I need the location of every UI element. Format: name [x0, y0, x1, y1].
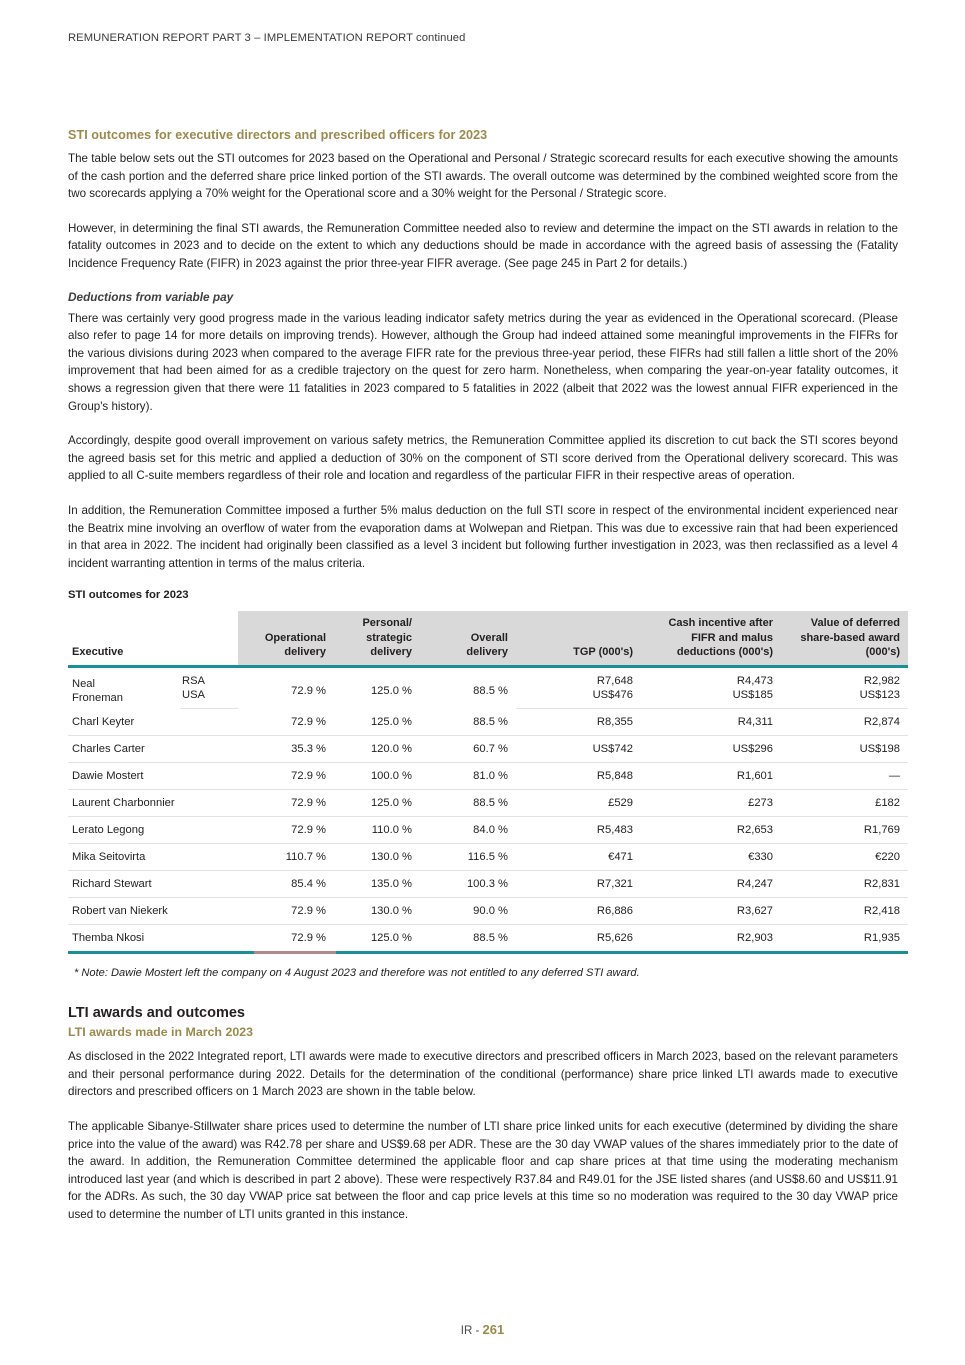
sti-outcomes-table: [68, 611, 908, 951]
cell-tgp: R5,483: [516, 816, 641, 843]
table-body: [68, 666, 908, 951]
cell-personal-delivery: 120.0 %: [334, 735, 420, 762]
col-header-cash-line1: Cash incentive after: [668, 617, 773, 630]
cell-operational-delivery: 72.9 %: [291, 931, 326, 944]
cell-region-rsa: RSA: [182, 674, 206, 687]
cell-executive-name: Robert van Niekerk: [68, 897, 238, 924]
cell-tgp: R5,848: [516, 762, 641, 789]
cell-executive-name: Lerato Legong: [68, 816, 238, 843]
table-bottom-rule-accent: [254, 951, 336, 955]
col-header-operational-line1: Operational: [264, 631, 326, 644]
cell-personal-delivery: 130.0 %: [334, 897, 420, 924]
cell-deferred-award: R1,935: [863, 931, 900, 944]
cell-deferred-award: R2,874: [781, 708, 908, 735]
cell-personal-delivery: 135.0 %: [334, 870, 420, 897]
table-caption: STI outcomes for 2023: [68, 589, 189, 602]
cell-cash-incentive: R4,311: [641, 708, 781, 735]
cell-deferred-award: €220: [781, 843, 908, 870]
cell-executive-name: Charles Carter: [68, 735, 238, 762]
cell-cash-incentive: £273: [641, 789, 781, 816]
col-header-personal-line1: Personal/: [362, 617, 412, 630]
col-header-operational-line2: delivery: [284, 646, 326, 659]
cell-personal-delivery: 110.0 %: [334, 816, 420, 843]
cell-deferred-award: —: [781, 762, 908, 789]
cell-cash-incentive: R4,247: [641, 870, 781, 897]
col-header-deferred-award: [781, 611, 908, 666]
col-header-overall-line2: delivery: [466, 646, 508, 659]
cell-overall-delivery: 100.3 %: [420, 870, 516, 897]
cell-personal-delivery: 100.0 %: [334, 762, 420, 789]
cell-overall-delivery: 81.0 %: [420, 762, 516, 789]
cell-personal-delivery: 125.0 %: [334, 708, 420, 735]
col-header-overall-delivery: [420, 611, 516, 666]
cell-deferred-award: £182: [781, 789, 908, 816]
paragraph-discretion-cutback: Accordingly, despite good overall improvement on various safety metrics, the Remuneration Committee applied its discretion to cut back the STI scores beyond the agreed basis set for this metric and applied a deduction of 30% on the component of STI score derived from the Operational delivery scorecard. This was applied to all C-suite members regardless of their role and location and regardless of the particular FIFR in their respective areas of operation.: [68, 434, 898, 483]
table-row: [68, 870, 908, 897]
cell-personal-delivery: 125.0 %: [334, 789, 420, 816]
cell-personal-delivery: 125.0 %: [370, 931, 412, 944]
col-header-deferred-line1: Value of deferred: [810, 617, 900, 630]
page-footer: [0, 1322, 965, 1337]
subheading-deductions: Deductions from variable pay: [68, 289, 234, 304]
cell-tgp: R6,886: [516, 897, 641, 924]
footer-prefix: IR -: [460, 1325, 483, 1337]
col-header-personal-line3: delivery: [370, 646, 412, 659]
table-row: [68, 666, 908, 688]
col-header-deferred-line3: (000's): [865, 646, 900, 659]
cell-operational-delivery: 72.9 %: [238, 897, 334, 924]
table-row: [68, 735, 908, 762]
cell-tgp: €471: [516, 843, 641, 870]
cell-operational-delivery: 72.9 %: [291, 685, 326, 698]
cell-personal-delivery: 130.0 %: [334, 843, 420, 870]
executive-name-line2: Froneman: [72, 692, 123, 705]
paragraph-sti-intro: The table below sets out the STI outcomes for 2023 based on the Operational and Personal / Strategic scorecard results for each executive showing the amounts of the cash portion and the deferred share price linked portion of the STI awards. The overall outcome was determined by the combined weighted score from the two scorecards applying a 70% weight for the Operational score and a 30% weight for the Personal / Strategic score.: [68, 152, 898, 201]
cell-executive-name: Mika Seitovirta: [68, 843, 238, 870]
cell-tgp: R5,626: [596, 931, 633, 944]
cell-executive-name: Charl Keyter: [68, 708, 238, 735]
cell-operational-delivery: 85.4 %: [238, 870, 334, 897]
col-header-operational-delivery: [238, 611, 334, 666]
cell-cash-usa: US$185: [641, 688, 781, 709]
cell-overall-delivery: 88.5 %: [420, 708, 516, 735]
paragraph-fatality-review: However, in determining the final STI awards, the Remuneration Committee needed also to review and determine the impact on the STI awards in relation to the fatality outcomes in 2023 and to decide on the extent to which any deductions should be made in accordance with the agreed basis of assessing the (Fatality Incidence Frequency Rate (FIFR) in 2023 against the prior three-year FIFR average. (See page 245 in Part 2 for details.): [68, 221, 898, 270]
cell-overall-delivery: 116.5 %: [420, 843, 516, 870]
cell-tgp: US$742: [516, 735, 641, 762]
cell-operational-delivery: 72.9 %: [238, 789, 334, 816]
cell-tgp-usa: US$476: [516, 688, 641, 709]
table-row: [68, 924, 908, 951]
lti-heading: LTI awards and outcomes: [68, 1005, 245, 1022]
cell-personal-delivery: 125.0 %: [370, 685, 412, 698]
table-footnote: * Note: Dawie Mostert left the company on 4 August 2023 and therefore was not entitled to any deferred STI award.: [74, 967, 640, 980]
col-header-overall-line1: Overall: [470, 631, 508, 644]
table-header-row: [68, 611, 908, 666]
cell-overall-delivery: 60.7 %: [420, 735, 516, 762]
cell-deferred-rsa: R2,982: [863, 674, 900, 687]
executive-name-line1: Neal: [72, 677, 96, 690]
cell-overall-delivery: 88.5 %: [473, 931, 508, 944]
cell-overall-delivery: 88.5 %: [473, 685, 508, 698]
paragraph-lti-share-prices: The applicable Sibanye-Stillwater share prices used to determine the number of LTI share price linked units for each executive (determined by dividing the share price into the value of the award) was R42.78 per share and US$9.68 per ADR. These are the 30 day VWAP values of the shares immediately prior to the date of the award. In addition, the Remuneration Committee determined the applicable floor and cap share prices at that time using the moderating mechanism introduced last year (and which is described in part 2 above). These were respectively R37.84 and R49.01 for the JSE listed shares (and US$8.60 and US$11.91 for the ADRs. As such, the 30 day VWAP price sat between the floor and cap price levels at this time so no moderation was required to the 30 day VWAP price used to determine the number of LTI units granted in this instance.: [68, 1120, 898, 1222]
cell-tgp-rsa: R7,648: [596, 674, 633, 687]
cell-executive-name: Richard Stewart: [68, 870, 238, 897]
cell-cash-incentive: R2,653: [641, 816, 781, 843]
paragraph-lti-disclosure: As disclosed in the 2022 Integrated report, LTI awards were made to executive directors and prescribed officers in March 2023, based on the relevant parameters and their personal performance during 2022. Details for the determination of the conditional (performance) share price linked LTI awards made to executive directors and prescribed officers on 1 March 2023 are shown in the table below.: [68, 1050, 898, 1099]
paragraph-malus-deduction: In addition, the Remuneration Committee imposed a further 5% malus deduction on the full STI score in respect of the environmental incident experienced near the Beatrix mine involving an overflow of water from the evaporation dams at Wolwepan and Rietpan. This was due to excessive rain that had been experienced in that area in 2022. The incident had originally been classified as a level 3 incident but following further investigation in 2023, was then reclassified as a level 4 incident warranting attention in terms of the malus criteria.: [68, 503, 898, 570]
col-header-cash-line2: FIFR and malus: [691, 631, 773, 644]
col-header-region: [180, 611, 238, 666]
table-bottom-rule: [68, 951, 908, 955]
cell-operational-delivery: 72.9 %: [238, 816, 334, 843]
table-row: [68, 816, 908, 843]
cell-cash-incentive: R3,627: [641, 897, 781, 924]
cell-overall-delivery: 90.0 %: [420, 897, 516, 924]
col-header-cash-line3: deductions (000's): [676, 646, 773, 659]
cell-deferred-award: R2,418: [781, 897, 908, 924]
cell-operational-delivery: 35.3 %: [238, 735, 334, 762]
cell-cash-incentive: R1,601: [641, 762, 781, 789]
cell-operational-delivery: 72.9 %: [238, 762, 334, 789]
cell-executive-name: Dawie Mostert: [68, 762, 238, 789]
cell-tgp: R8,355: [516, 708, 641, 735]
cell-operational-delivery: 72.9 %: [238, 708, 334, 735]
col-header-personal-strategic-delivery: [334, 611, 420, 666]
col-header-cash-incentive: [641, 611, 781, 666]
table-row: [68, 897, 908, 924]
table-row: [68, 843, 908, 870]
cell-operational-delivery: 110.7 %: [238, 843, 334, 870]
col-header-executive: Executive: [68, 611, 180, 666]
paragraph-safety-progress: There was certainly very good progress made in the various leading indicator safety metrics during the year as evidenced in the Operational scorecard. (Please also refer to page 14 for more details on improving trends). However, although the Group had indeed attained some meaningful improvements in the FIFRs for the various divisions during 2023 when compared to the average FIFR rate for the previous three-year period, these FIFRs had still fallen a little short of the 20% improvement that had been aimed for as a credible trajectory on the quest for zero harm. Nonetheless, when comparing the year-on-year fatality outcomes, it shows a regression given that there were 11 fatalities in 2023 compared to 5 fatalities in 2022 (albeit that 2022 was the lowest annual FIFR experienced in the Group's history).: [68, 311, 898, 413]
cell-deferred-award: US$198: [781, 735, 908, 762]
section-heading: STI outcomes for executive directors and prescribed officers for 2023: [68, 128, 488, 142]
col-header-personal-line2: strategic: [366, 631, 412, 644]
cell-deferred-award: R1,769: [781, 816, 908, 843]
cell-executive-name: [68, 666, 180, 708]
cell-cash-rsa: R4,473: [736, 674, 773, 687]
cell-region-usa: USA: [180, 688, 238, 709]
cell-cash-incentive: US$296: [641, 735, 781, 762]
cell-overall-delivery: 84.0 %: [420, 816, 516, 843]
table-row: [68, 708, 908, 735]
page-content: [68, 128, 898, 1241]
sti-outcomes-table-wrapper: [68, 611, 908, 954]
cell-cash-incentive: €330: [641, 843, 781, 870]
table-row: [68, 789, 908, 816]
cell-overall-delivery: 88.5 %: [420, 789, 516, 816]
cell-tgp: R7,321: [516, 870, 641, 897]
cell-deferred-usa: US$123: [781, 688, 908, 709]
cell-cash-incentive: R2,903: [736, 931, 773, 944]
running-header: REMUNERATION REPORT PART 3 – IMPLEMENTATION REPORT continued: [68, 32, 466, 44]
cell-executive-name: Themba Nkosi: [72, 931, 145, 944]
footer-page-number: 261: [482, 1322, 505, 1337]
col-header-deferred-line2: share-based award: [800, 631, 900, 644]
cell-executive-name: Laurent Charbonnier: [68, 789, 238, 816]
table-row: [68, 762, 908, 789]
lti-subheading: LTI awards made in March 2023: [68, 1025, 254, 1040]
cell-deferred-award: R2,831: [781, 870, 908, 897]
col-header-tgp: TGP (000's): [516, 611, 641, 666]
cell-tgp: £529: [516, 789, 641, 816]
table-head: [68, 611, 908, 666]
